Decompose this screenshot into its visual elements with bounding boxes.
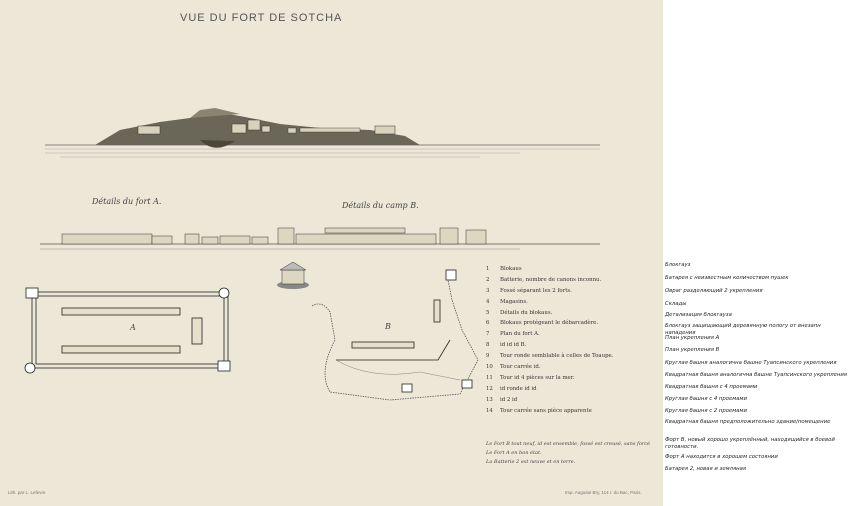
note-12: Круглая башня с 4 проемами [665,396,747,402]
legend-row: 3 Fossé séparant les 2 forts. [486,287,572,294]
legend-row: 8 id id id B. [486,342,527,349]
blockhaus-detail [277,262,309,289]
plan-camp-b [312,270,478,400]
plan-a-letter: A [130,323,136,332]
footnotes [486,441,661,468]
plate-title: VUE DU FORT DE SOTCHA [180,12,343,24]
legend-row: 10 Tour carrée id. [486,364,541,371]
legend-row: 1 Blokaus [486,266,522,272]
legend-row: 11 Tour id 4 pièces sur la mer. [486,374,575,381]
note-2: Батарея с неизвестным количеством пушек [665,275,789,281]
note-7: План укрепления А [665,335,720,341]
legend-row: 2 Batterie, nombre de canons inconnu. [486,276,602,283]
imprint-printer: Imp. Auguste Bry, 114 r. du Bac, Paris. [565,490,642,495]
footnote: Le Fort B tout neuf, id est ensemble, fossé est creusé, sans forcé [486,441,650,447]
note-17: Батарея 2, новая и земляная [665,466,747,472]
legend-row: 12 id ronde id id [486,385,537,392]
plan-fort-a [25,288,230,373]
plan-b-letter: B [385,322,391,331]
legend-row: 13 id 2 id [486,396,518,403]
legend-row: 9 Tour ronde semblable à celles de Toaupe. [486,353,614,360]
note-16: Форт А находится в хорошем состоянии [665,454,778,460]
footnote: La Batterie 2 est neuve et en terre. [486,459,576,465]
note-11: Квадратная башня с 4 проемами [665,384,758,390]
note-15: Форт В, новый хорошо укреплённый, находящийся в боевой готовности. [665,437,835,450]
note-3: Овраг разделяющий 2 укрепления [665,288,763,294]
legend-row: 7 Plan du fort A. [486,331,540,338]
note-1: Блокгауз [665,262,691,268]
note-14: Квадратная башня предположительно здание/помещение [665,419,831,425]
note-8: План укрепления В [665,347,720,353]
legend-row: 6 Blokaus protégeant le débarcadère. [486,320,599,327]
detail-fort-a-caption: Détails du fort A. [92,197,162,206]
legend [486,266,656,418]
legend-row: 14 Tour carrée sans pièce apparente [486,407,592,414]
fort-panorama [45,108,600,157]
note-5: Детализация блокгауза [665,312,732,318]
note-10: Квадратная башня аналогична башне Туапсинского укрепления [665,372,847,378]
note-13: Круглая башня с 2 проемами [665,408,747,414]
imprint-lithographer: Lith. par L. Lefevre [8,490,46,495]
legend-row: 4 Magasins. [486,298,528,305]
footnote: Le Fort A en bon état. [486,450,542,456]
fort-elevation [40,228,600,249]
note-6: Блокгауз защищающий деревянную пологу от внезапн нападения [665,323,821,336]
legend-row: 5 Détails du blokaus. [486,309,553,316]
note-4: Склады [665,301,687,307]
note-9: Круглая башня аналогична башне Туапсинского укрепления [665,360,837,366]
detail-camp-b-caption: Détails du camp B. [342,201,419,210]
